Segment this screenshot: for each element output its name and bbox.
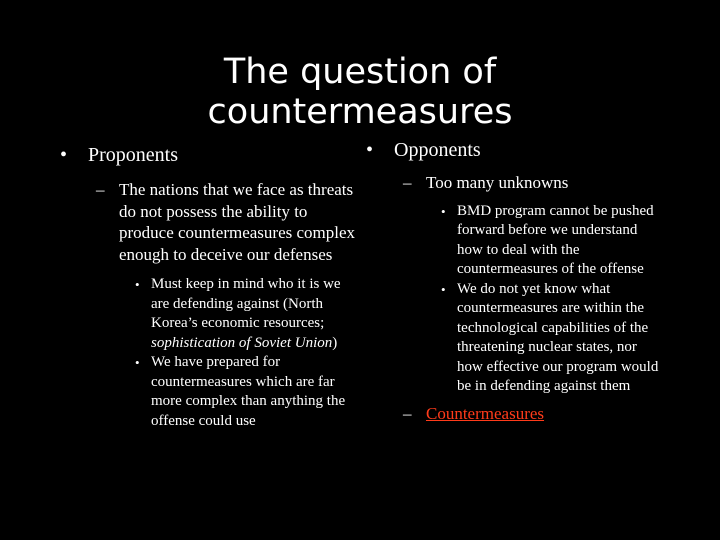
bullet-icon: • (366, 139, 374, 161)
proponents-subpoint-text-b: ) (332, 334, 338, 351)
dash-icon: – (403, 173, 412, 192)
opponents-heading-item (366, 138, 666, 162)
bullet-icon: • (441, 281, 446, 297)
opponents-subpoint-text: We do not yet know what countermeasures are within the technological capabilities of the threatening nuclear states, nor how effective our program would be in defending against them (457, 280, 659, 394)
bullet-icon: • (135, 277, 140, 292)
proponents-point-text: The nations that we face as threats do not possess the ability to produce countermeasures complex enough to deceive our defenses (119, 180, 356, 264)
opponents-column (366, 138, 666, 424)
proponents-subpoint (60, 353, 360, 431)
opponents-subpoint (366, 280, 666, 397)
proponents-point (60, 179, 360, 265)
proponents-heading-item (60, 143, 360, 167)
bullet-icon: • (441, 203, 446, 219)
proponents-subpoint-text-a: Must keep in mind who it is we are defending against (North Korea’s economic resources; (151, 276, 341, 331)
slide-title: The question of countermeasures (207, 52, 513, 132)
opponents-point (366, 403, 666, 425)
proponents-subpoint-text: We have prepared for countermeasures which are far more complex than anything the offense could use (151, 354, 346, 429)
bullet-icon: • (135, 355, 140, 370)
proponents-subpoint-italic: sophistication of Soviet Union (151, 334, 333, 351)
opponents-subpoint-text: BMD program cannot be pushed forward before we understand how to deal with the countermeasures of the offense (457, 202, 654, 277)
dash-icon: – (403, 403, 412, 423)
opponents-point-text: Too many unknowns (426, 173, 569, 192)
proponents-subpoint (60, 275, 360, 353)
opponents-heading: Opponents (394, 139, 481, 161)
bullet-icon: • (60, 144, 68, 166)
opponents-point (366, 172, 666, 194)
proponents-heading: Proponents (88, 144, 178, 166)
proponents-column (60, 143, 360, 431)
countermeasures-link[interactable]: Countermeasures (426, 403, 545, 423)
dash-icon: – (96, 180, 105, 199)
opponents-subpoint (366, 202, 666, 280)
